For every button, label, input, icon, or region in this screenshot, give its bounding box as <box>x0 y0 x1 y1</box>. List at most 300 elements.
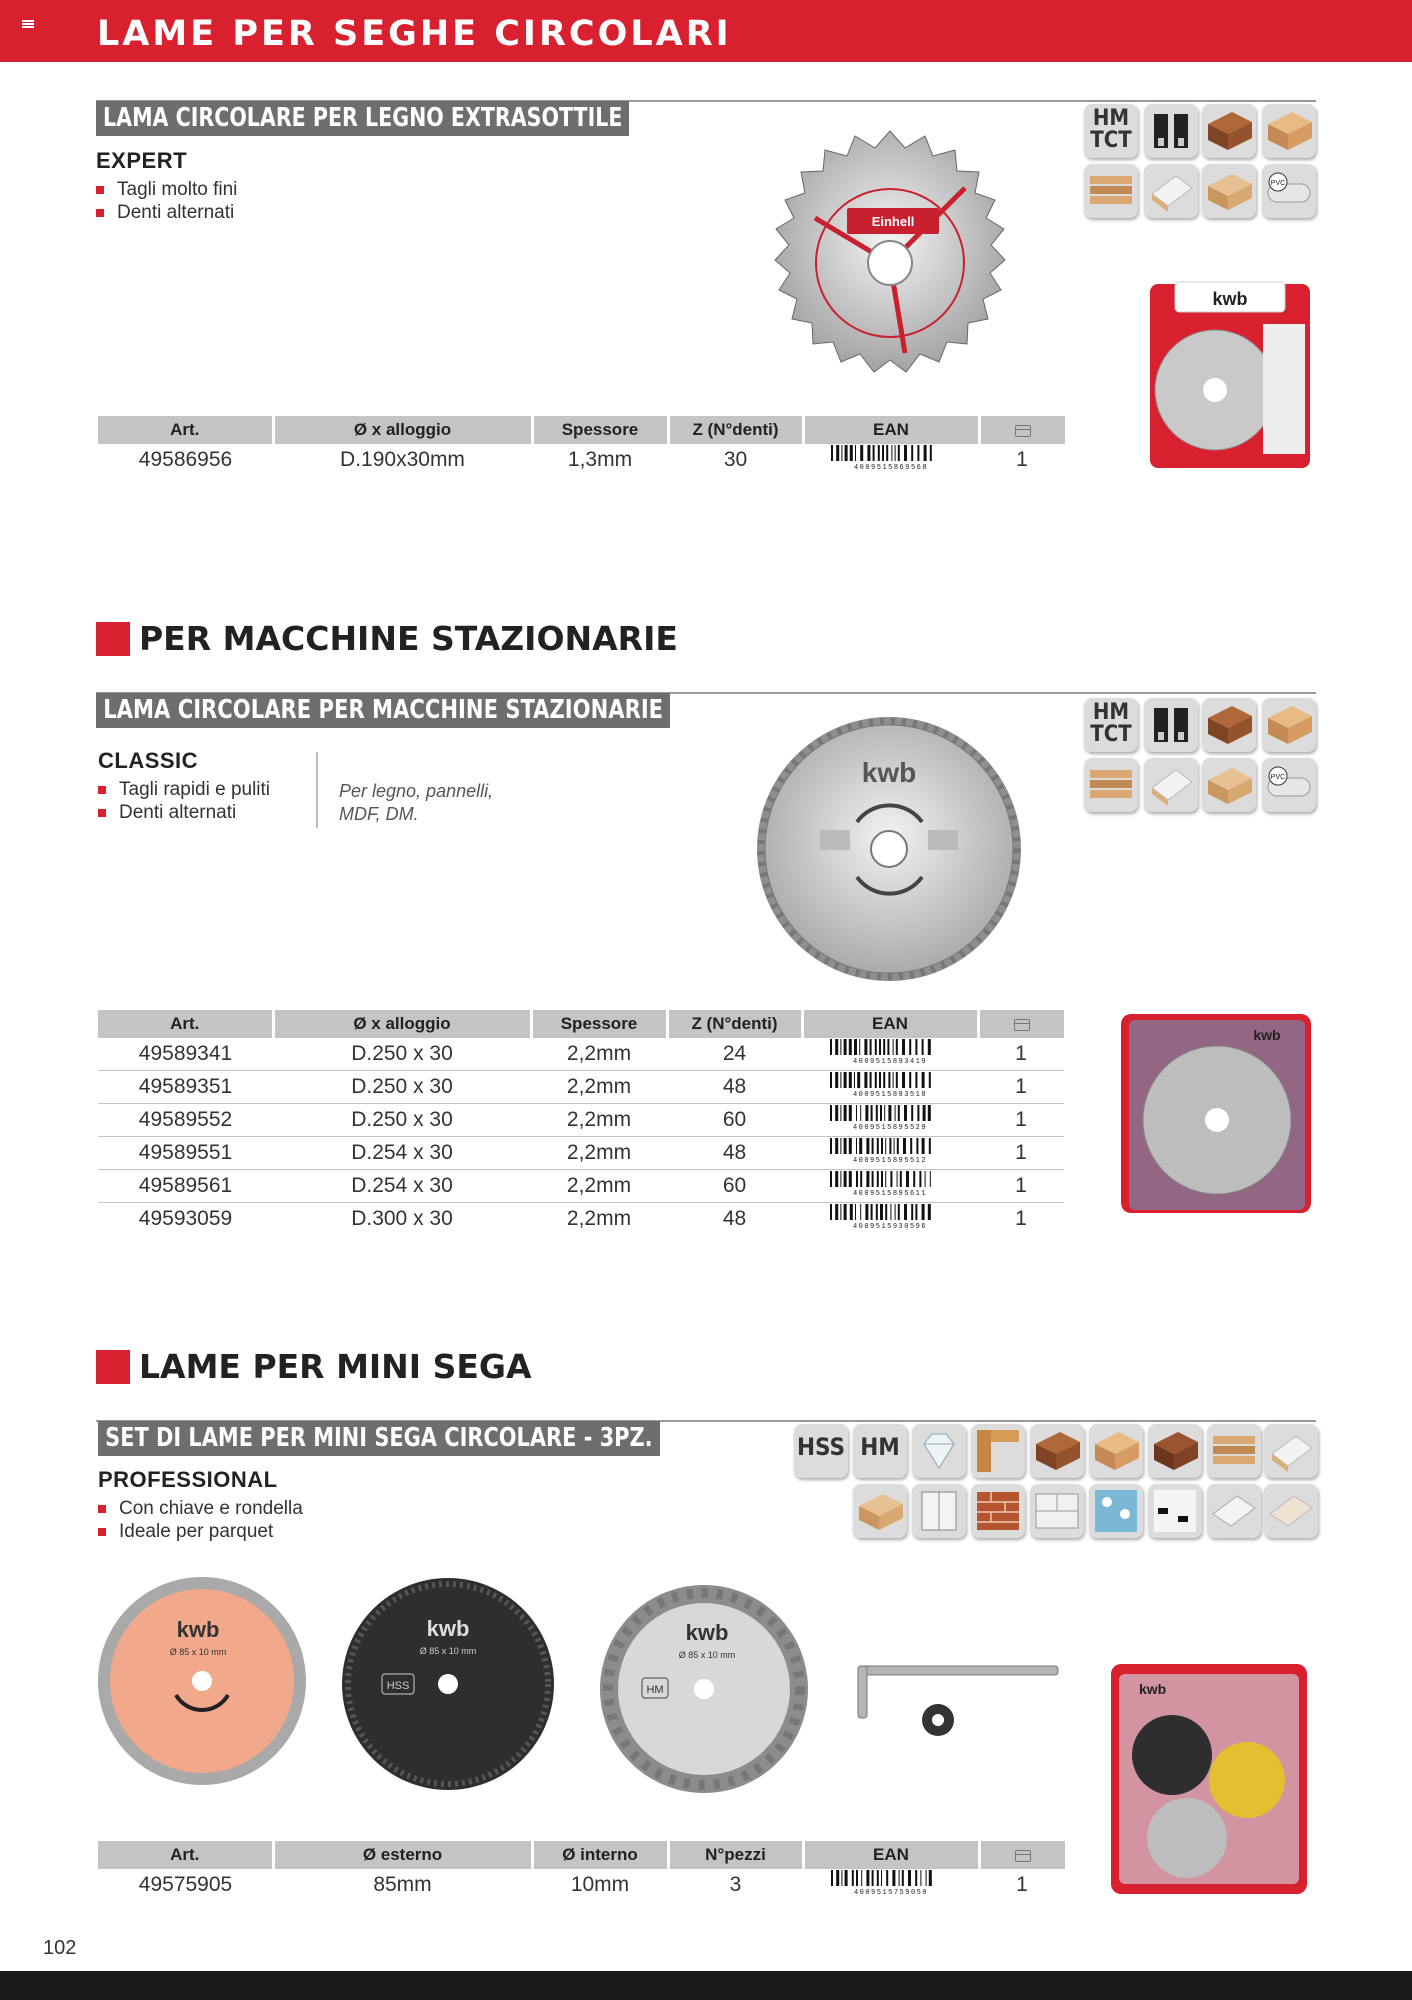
blade-type-label: HM <box>646 1684 664 1696</box>
barcode-bar <box>835 1072 838 1088</box>
barcode-bar <box>911 1105 913 1121</box>
pack-qty-cell: 1 <box>1016 1873 1028 1896</box>
col-header: Ø x alloggio <box>273 416 532 444</box>
barcode-bar <box>908 1870 911 1886</box>
chipboard-icon <box>1202 164 1256 218</box>
barcode-bar <box>871 1105 873 1121</box>
table-row <box>98 1203 1064 1236</box>
barcode-bar <box>850 445 853 461</box>
section-heading <box>96 1347 796 1390</box>
saw-blade-image <box>755 128 1025 398</box>
col-header-package <box>979 1841 1065 1869</box>
feature-item: Ideale per parquet <box>98 1520 303 1543</box>
barcode-bar <box>840 1138 841 1154</box>
table-row <box>98 1170 1064 1203</box>
art-cell: 49589552 <box>98 1104 273 1137</box>
ean-cell <box>803 1869 979 1901</box>
barcode-bar <box>879 1072 881 1088</box>
barcode-bar <box>883 1072 885 1088</box>
barcode-bar <box>860 1105 861 1121</box>
col-header: Art. <box>98 416 273 444</box>
col-header: Art. <box>98 1841 273 1869</box>
barcode-bar <box>849 1171 852 1187</box>
teeth-cell: 60 <box>667 1170 802 1203</box>
barcode-bar <box>876 1204 878 1220</box>
barcode-bar <box>860 1171 862 1187</box>
ean-cell <box>802 1104 978 1137</box>
barcode-bar <box>866 1870 869 1886</box>
barcode-bar <box>886 445 888 461</box>
barcode-bar <box>902 1870 904 1886</box>
barcode-bar <box>881 1138 883 1154</box>
section-title: PER MACCHINE STAZIONARIE <box>139 619 678 658</box>
ean-barcode <box>829 444 953 470</box>
barcode-bar <box>866 1138 869 1154</box>
brick-icon <box>971 1484 1025 1538</box>
ean-digits: 4009515893518 <box>852 1091 928 1097</box>
barcode-bar <box>836 445 839 461</box>
barcode-bar <box>924 445 927 461</box>
pack-qty-cell: 1 <box>978 1137 1064 1170</box>
barcode-bar <box>919 1171 921 1187</box>
ean-digits: 4009515930596 <box>852 1223 928 1229</box>
barcode-bar <box>872 1138 874 1154</box>
dim-cell: D.250 x 30 <box>273 1071 531 1104</box>
laminate-icon <box>1264 1424 1318 1478</box>
barcode-bar <box>856 1138 857 1154</box>
pack-qty-cell: 1 <box>978 1071 1064 1104</box>
col-header: N°pezzi <box>668 1841 803 1869</box>
ean-barcode <box>828 1104 952 1130</box>
pvc-pipe-icon <box>1262 758 1316 812</box>
dim-cell: D.254 x 30 <box>273 1170 531 1203</box>
barcode-bar <box>926 1870 927 1886</box>
barcode-bar <box>859 1039 860 1055</box>
section-heading <box>96 619 796 662</box>
product-package-image <box>1107 1660 1311 1898</box>
barcode-bar <box>890 1171 892 1187</box>
barcode-bar <box>884 1105 885 1121</box>
menu-icon <box>22 20 34 28</box>
barcode-bar <box>849 1105 852 1121</box>
barcode-bar <box>844 1039 847 1055</box>
barcode-bar <box>864 1039 867 1055</box>
barcode-bar <box>835 1138 838 1154</box>
barcode-bar <box>835 1105 838 1121</box>
barcode-bar <box>881 1171 883 1187</box>
dim-cell: D.250 x 30 <box>273 1038 531 1071</box>
barcode-bar <box>904 1204 907 1220</box>
barcode-bar <box>909 1072 911 1088</box>
blade-size-label: Ø 85 x 10 mm <box>169 1647 227 1657</box>
product-line: CLASSIC <box>98 748 199 773</box>
product-line: EXPERT <box>96 148 188 173</box>
pvc-pipe-icon <box>1262 164 1316 218</box>
barcode-bar <box>845 1870 848 1886</box>
barcode-bar <box>845 445 848 461</box>
col-header: Spessore <box>531 1010 667 1038</box>
barcode-bar <box>830 1105 832 1121</box>
product-package-image <box>1117 1010 1315 1217</box>
barcode-bar <box>922 1072 925 1088</box>
chipboard-icon <box>1202 758 1256 812</box>
barcode-bar <box>913 1171 915 1187</box>
barcode-bar <box>870 1072 872 1088</box>
teeth-cell: 48 <box>667 1071 802 1104</box>
barcode-bar <box>902 1072 905 1088</box>
feature-item: Tagli molto fini <box>96 178 237 201</box>
table-row <box>98 1137 1064 1170</box>
teeth-cell: 3 <box>729 1873 742 1896</box>
application-note: Per legno, pannelli, MDF, DM. <box>339 781 494 824</box>
barcode-bar <box>891 445 892 461</box>
barcode-bar <box>928 1039 931 1055</box>
page-title: LAME PER SEGHE CIRCOLARI <box>97 14 732 54</box>
dim-cell: D.300 x 30 <box>351 1207 453 1230</box>
barcode-bar <box>922 1138 925 1154</box>
stone-block-icon <box>1030 1484 1084 1538</box>
col-header: EAN <box>802 1010 978 1038</box>
barcode-bar <box>889 1138 891 1154</box>
barcode-bar <box>841 445 842 461</box>
barcode-bar <box>909 1039 911 1055</box>
barcode-bar <box>854 1039 857 1055</box>
svg-text:PVC: PVC <box>1270 180 1286 187</box>
package-icon <box>1015 425 1031 437</box>
barcode-bar <box>865 1204 868 1220</box>
product-title: SET DI LAME PER MINI SEGA CIRCOLARE - 3PZ. <box>98 1421 660 1456</box>
col-header: Z (N°denti) <box>667 1010 802 1038</box>
blade-size-label: Ø 85 x 10 mm <box>419 1646 477 1656</box>
barcode-bar <box>897 1138 899 1154</box>
barcode-bar <box>888 1072 890 1088</box>
barcode-bar <box>915 1072 917 1088</box>
ean-barcode <box>828 1203 952 1229</box>
barcode-bar <box>892 1870 895 1886</box>
blade-brand-label: kwb <box>685 1620 729 1645</box>
ean-cell <box>802 1137 978 1170</box>
ean-digits: 4009515895512 <box>852 1157 928 1163</box>
softwood-icon <box>1262 104 1316 158</box>
barcode-bar <box>886 1870 888 1886</box>
teeth-cell: 30 <box>723 448 748 471</box>
spec-table <box>98 416 1065 476</box>
thickness-cell: 2,2mm <box>531 1038 667 1071</box>
barcode-bar <box>928 1204 931 1220</box>
table-row <box>98 1071 1064 1104</box>
barcode-bar <box>890 1204 891 1220</box>
barcode-bar <box>841 1870 842 1886</box>
barcode-bar <box>929 1138 931 1154</box>
barcode-bar <box>922 1039 924 1055</box>
blade-size-label: Ø 85 x 10 mm <box>678 1650 736 1660</box>
section-marker <box>96 1350 130 1384</box>
page-number: 102 <box>43 1937 77 1959</box>
ean-barcode <box>828 1137 952 1163</box>
barcode-bar <box>880 1204 883 1220</box>
barcode-bar <box>856 1171 858 1187</box>
ean-digits: 4009515893419 <box>852 1058 928 1064</box>
barcode-bar <box>840 1039 841 1055</box>
barcode-bar <box>929 1072 931 1088</box>
thickness-cell: 2,2mm <box>566 1207 632 1230</box>
barcode-bar <box>871 1204 873 1220</box>
barcode-bar <box>929 1870 932 1886</box>
carbide-teeth-icon <box>1144 698 1198 752</box>
barcode-bar <box>904 445 907 461</box>
blade-brand-label: kwb <box>426 1616 470 1641</box>
hm-icon: HM <box>853 1424 907 1478</box>
barcode-bar <box>872 1870 874 1886</box>
pack-qty-cell: 1 <box>978 1038 1064 1071</box>
barcode-bar <box>893 1039 894 1055</box>
barcode-bar <box>866 1171 869 1187</box>
ceramic-tile-icon <box>1207 1484 1261 1538</box>
barcode-bar <box>849 1039 852 1055</box>
blade-brand-label: kwb <box>176 1617 220 1642</box>
ean-digits: 4009515895529 <box>852 1124 928 1130</box>
barcode-bar <box>922 1204 925 1220</box>
thickness-cell: 2,2mm <box>531 1104 667 1137</box>
barcode-bar <box>840 1072 841 1088</box>
barcode-bar <box>896 1072 898 1088</box>
barcode-bar <box>930 445 932 461</box>
col-header: Spessore <box>532 416 668 444</box>
feature-item: Tagli rapidi e puliti <box>98 778 270 801</box>
barcode-bar <box>875 1039 877 1055</box>
barcode-bar <box>830 1138 832 1154</box>
barcode-bar <box>894 1138 895 1154</box>
page-footer-bar <box>0 1971 1412 2000</box>
art-cell: 49593059 <box>138 1207 233 1230</box>
laminate-icon <box>1144 164 1198 218</box>
barcode-bar <box>930 1171 931 1187</box>
package-icon <box>1014 1019 1030 1031</box>
ean-cell <box>802 1071 978 1104</box>
barcode-bar <box>885 1204 887 1220</box>
barcode-bar <box>831 1870 833 1886</box>
barcode-bar <box>920 1870 921 1886</box>
barcode-bar <box>831 445 833 461</box>
barcode-bar <box>835 1171 838 1187</box>
barcode-bar <box>898 1105 900 1121</box>
product-title: LAMA CIRCOLARE PER MACCHINE STAZIONARIE <box>96 693 670 728</box>
divider <box>316 752 318 828</box>
laminate-icon <box>1144 758 1198 812</box>
barcode-bar <box>881 1870 882 1886</box>
barcode-bar <box>878 445 880 461</box>
barcode-bar <box>897 1171 898 1187</box>
barcode-bar <box>885 1138 886 1154</box>
barcode-bar <box>898 1204 900 1220</box>
barcode-bar <box>844 1171 847 1187</box>
pack-qty-cell: 1 <box>1015 1207 1027 1230</box>
barcode-bar <box>860 445 863 461</box>
ean-barcode <box>829 1869 953 1895</box>
blade-brand-label: Einhell <box>871 214 915 229</box>
barcode-bar <box>877 1870 879 1886</box>
package-icon <box>1015 1850 1031 1862</box>
feature-item: Denti alternati <box>98 801 270 824</box>
barcode-bar <box>864 1072 867 1088</box>
barcode-bar <box>902 1039 905 1055</box>
barcode-bar <box>861 1870 862 1886</box>
feature-item: Denti alternati <box>96 201 237 224</box>
barcode-bar <box>925 1171 926 1187</box>
pack-qty-cell: 1 <box>978 1170 1064 1203</box>
pack-qty-cell: 1 <box>978 1104 1064 1137</box>
barcode-bar <box>877 1171 879 1187</box>
barcode-bar <box>830 1039 832 1055</box>
feature-list <box>98 1497 303 1543</box>
barcode-bar <box>850 1204 853 1220</box>
pack-qty-cell: 1 <box>1016 448 1028 471</box>
diamond-blade-image <box>96 1575 308 1787</box>
barcode-bar <box>860 1204 861 1220</box>
barcode-bar <box>887 1039 889 1055</box>
hardwood-icon <box>1202 698 1256 752</box>
table-row <box>98 444 1065 476</box>
barcode-bar <box>865 1105 868 1121</box>
tile-pattern-icon <box>1148 1484 1202 1538</box>
barcode-bar <box>895 1105 896 1121</box>
package-brand-label: kwb <box>1139 1681 1167 1697</box>
barcode-bar <box>904 1105 907 1121</box>
barcode-bar <box>893 1072 894 1088</box>
parquet-icon <box>1264 1484 1318 1538</box>
barcode-bar <box>911 445 913 461</box>
barcode-bar <box>895 1204 896 1220</box>
barcode-bar <box>870 1039 872 1055</box>
barcode-bar <box>852 1870 854 1886</box>
barcode-bar <box>895 445 896 461</box>
barcode-bar <box>915 1204 917 1220</box>
barcode-bar <box>917 1105 919 1121</box>
barcode-bar <box>916 1138 918 1154</box>
package-brand-label: kwb <box>1253 1027 1281 1043</box>
ean-cell <box>802 1170 978 1203</box>
barcode-bar <box>844 1204 847 1220</box>
ean-cell <box>803 444 979 476</box>
teeth-cell: 24 <box>667 1038 802 1071</box>
feature-list <box>98 778 270 824</box>
barcode-bar <box>844 1072 847 1088</box>
svg-text:PVC: PVC <box>1270 774 1286 781</box>
teeth-cell: 48 <box>722 1207 747 1230</box>
art-cell: 49586956 <box>138 448 233 471</box>
product-package-image <box>1145 280 1315 472</box>
ean-cell <box>802 1203 978 1236</box>
barcode-bar <box>873 445 875 461</box>
col-header: EAN <box>803 416 979 444</box>
hm-tct-icon: HM TCT <box>1084 698 1138 752</box>
barcode-bar <box>917 445 919 461</box>
feature-list <box>96 178 237 224</box>
thickness-cell: 2,2mm <box>531 1071 667 1104</box>
product-line: PROFESSIONAL <box>98 1467 278 1492</box>
col-header: Z (N°denti) <box>668 416 803 444</box>
ean-digits: 4009515759050 <box>853 1889 929 1895</box>
hss-icon: HSS <box>794 1424 848 1478</box>
col-header: Ø esterno <box>273 1841 532 1869</box>
barcode-bar <box>885 1171 886 1187</box>
barcode-bar <box>906 1171 909 1187</box>
wood-frame-icon <box>971 1424 1025 1478</box>
spec-table <box>98 1010 1064 1235</box>
barcode-bar <box>835 1204 838 1220</box>
barcode-bar <box>883 1039 885 1055</box>
barcode-bar <box>888 1105 891 1121</box>
saw-blade-image <box>752 712 1027 987</box>
dark-hardwood-icon <box>1148 1424 1202 1478</box>
section-marker <box>96 622 130 656</box>
barcode-bar <box>877 1138 879 1154</box>
plywood-icon <box>1207 1424 1261 1478</box>
barcode-bar <box>928 1105 931 1121</box>
barcode-bar <box>830 1171 832 1187</box>
barcode-bar <box>857 1072 860 1088</box>
barcode-bar <box>875 1072 877 1088</box>
barcode-bar <box>896 1039 898 1055</box>
barcode-bar <box>849 1072 852 1088</box>
barcode-bar <box>876 1105 878 1121</box>
hm-tct-icon: HM TCT <box>1084 104 1138 158</box>
teeth-cell: 60 <box>667 1104 802 1137</box>
thickness-cell: 2,2mm <box>531 1170 667 1203</box>
barcode-bar <box>911 1204 913 1220</box>
thickness-cell: 1,3mm <box>567 448 633 471</box>
diamond-icon <box>912 1424 966 1478</box>
barcode-bar <box>899 1870 900 1886</box>
barcode-bar <box>923 1105 926 1121</box>
plywood-icon <box>1084 758 1138 812</box>
ean-barcode <box>828 1071 952 1097</box>
thickness-cell: 2,2mm <box>531 1137 667 1170</box>
section-title: LAME PER MINI SEGA <box>139 1347 532 1386</box>
art-cell: 49589351 <box>98 1071 273 1104</box>
barcode-bar <box>859 1138 862 1154</box>
blade-type-label: HSS <box>386 1680 410 1692</box>
mosaic-icon <box>1089 1484 1143 1538</box>
barcode-bar <box>903 1138 906 1154</box>
art-cell: 49589551 <box>98 1137 273 1170</box>
art-cell: 49575905 <box>138 1873 233 1896</box>
barcode-bar <box>849 1138 852 1154</box>
teeth-cell: 48 <box>667 1137 802 1170</box>
ean-cell <box>802 1038 978 1071</box>
chipboard-icon <box>853 1484 907 1538</box>
softwood-icon <box>1089 1424 1143 1478</box>
col-header: EAN <box>803 1841 979 1869</box>
barcode-bar <box>872 1171 874 1187</box>
ean-barcode <box>828 1170 952 1196</box>
barcode-bar <box>856 1870 858 1886</box>
barcode-bar <box>882 445 884 461</box>
dim-cell: 85mm <box>373 1873 432 1896</box>
barcode-bar <box>867 445 870 461</box>
barcode-bar <box>830 1072 832 1088</box>
hardwood-icon <box>1202 104 1256 158</box>
carbide-teeth-icon <box>1144 104 1198 158</box>
hardwood-icon <box>1030 1424 1084 1478</box>
barcode-bar <box>915 1039 917 1055</box>
dim-cell: D.190x30mm <box>340 448 465 471</box>
col-header-package <box>979 416 1065 444</box>
art-cell: 49589341 <box>98 1038 273 1071</box>
col-header-package <box>978 1010 1064 1038</box>
dim-cell: D.250 x 30 <box>273 1104 531 1137</box>
feature-item: Con chiave e rondella <box>98 1497 303 1520</box>
